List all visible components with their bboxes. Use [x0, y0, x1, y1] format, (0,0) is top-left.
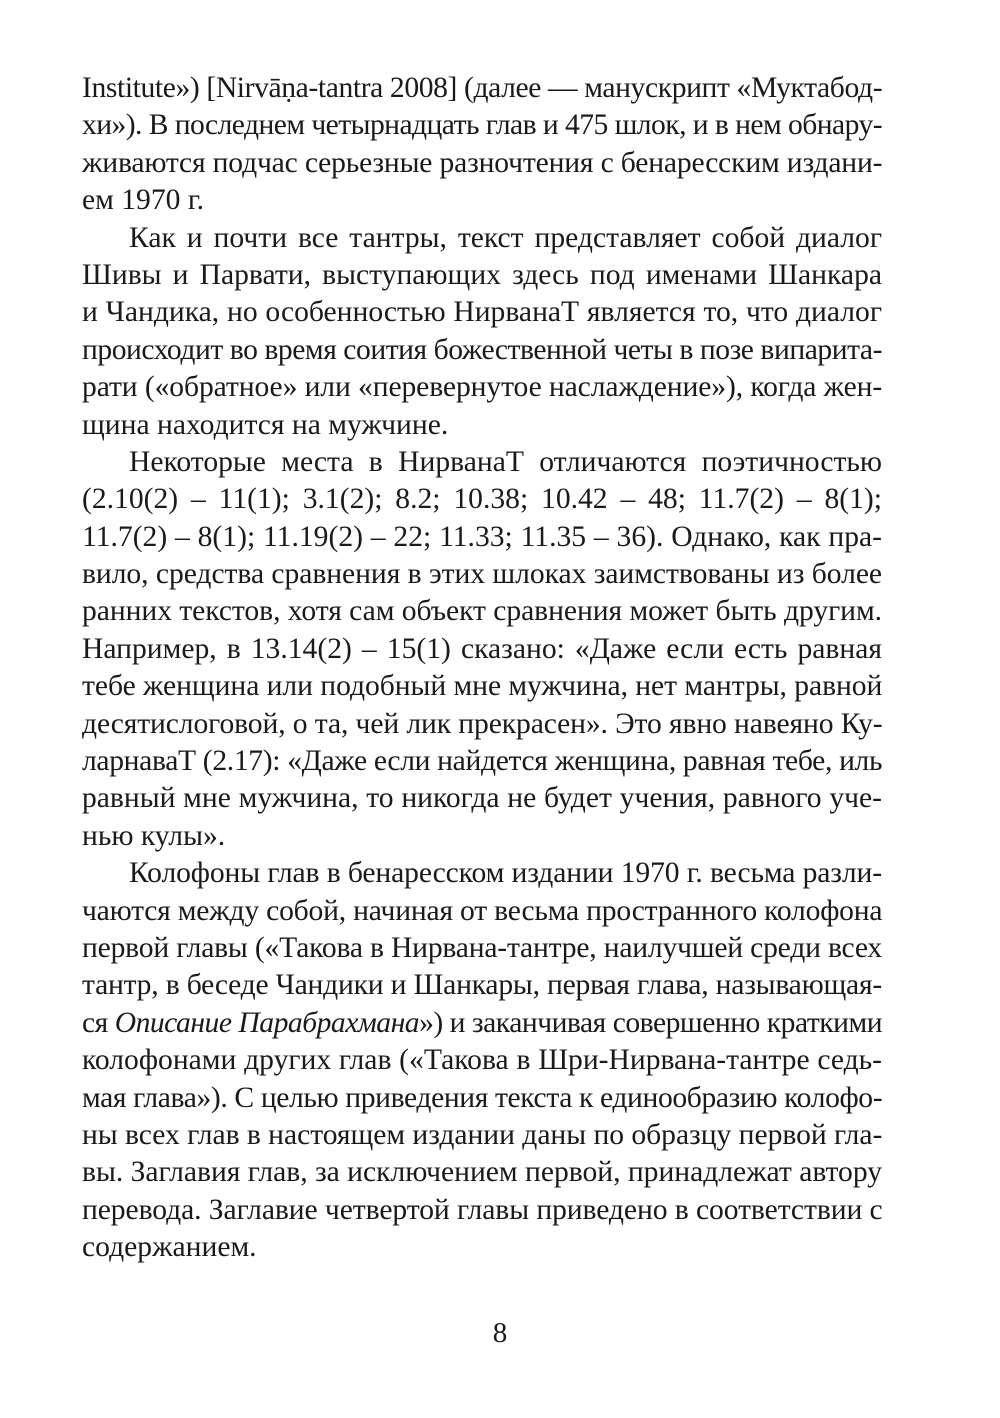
text-line: десятислоговой, о та, чей лик прекрасен». Это явно навеяно Ку- [82, 707, 883, 740]
text-line: и Чандика, но особенностью НирванаТ является то, что диалог [82, 296, 882, 329]
text-line: вило, средства сравнения в этих шлоках заимствованы из более [82, 558, 882, 591]
text-line: ранних текстов, хотя сам объект сравнения может быть другим. [82, 595, 882, 628]
text-line: равный мне мужчина, то никогда не будет учения, равного уче- [82, 782, 882, 815]
text-line: щина находится на мужчине. [82, 408, 449, 441]
italic-title: Описание Парабрахмана [114, 1006, 420, 1039]
page-number: 8 [492, 1317, 508, 1349]
text-line: живаются подчас серьезные разночтения с бенаресским издани- [82, 146, 883, 179]
text-line: (2.10(2) – 11(1); 3.1(2); 8.2; 10.38; 10.42 – 48; 11.7(2) – 8(1); [82, 483, 882, 516]
text-line: первой главы («Такова в Нирвана-тантре, наилучшей среди всех [82, 931, 882, 964]
text-line: ем 1970 г. [82, 184, 205, 217]
text-line: чаются между собой, начиная от весьма пространного колофона [82, 894, 883, 927]
text-line: Как и почти все тантры, текст представляет собой диалог [129, 221, 882, 254]
text-line: тебе женщина или подобный мне мужчина, нет мантры, равной [82, 670, 883, 703]
text-line: хи»). В последнем четырнадцать глав и 475 шлок, и в нем обнару- [82, 109, 882, 142]
text-line: ны всех глав в настоящем издании даны по образцу первой гла- [82, 1118, 883, 1151]
paragraph [82, 70, 882, 220]
text-line: Колофоны глав в бенаресском издании 1970 г. весьма разли- [129, 857, 883, 890]
text-line: вы. Заглавия глав, за исключением первой, принадлежат автору [82, 1156, 882, 1189]
text-line: мая глава»). С целью приведения текста к единообразию колофо- [82, 1081, 883, 1114]
text-line: Например, в 13.14(2) – 15(1) сказано: «Даже если есть равная [82, 632, 882, 665]
paragraph [82, 220, 882, 444]
text-fragment: ся [82, 1006, 115, 1039]
text-line: 11.7(2) – 8(1); 11.19(2) – 22; 11.33; 11.35 – 36). Однако, как пра- [82, 520, 882, 553]
text-line: Institute») [Nirvāṇa-tantra 2008] (далее — манускрипт «Муктабод- [82, 72, 883, 104]
text-line: нью кулы». [82, 819, 226, 852]
text-line: рати («обратное» или «перевернутое наслаждение»), когда жен- [82, 371, 883, 404]
text-line [82, 1005, 882, 1042]
text-line: содержанием. [82, 1231, 257, 1264]
paragraph [82, 444, 882, 855]
text-fragment: ») и заканчивая совершенно краткими [419, 1006, 883, 1039]
text-line: происходит во время соития божественной четы в позе випарита- [82, 333, 882, 366]
body-text [82, 70, 882, 1267]
paragraph [82, 855, 882, 1266]
text-line: колофонами других глав («Такова в Шри-Нирвана-тантре седь- [82, 1044, 882, 1077]
text-line: ларнаваТ (2.17): «Даже если найдется женщина, равная тебе, иль [82, 745, 883, 778]
text-line: перевода. Заглавие четвертой главы приведено в соответствии с [82, 1193, 883, 1226]
text-line: Шивы и Парвати, выступающих здесь под именами Шанкара [82, 258, 882, 291]
text-line: Некоторые места в НирванаТ отличаются поэтичностью [129, 445, 882, 478]
text-line: тантр, в беседе Чандики и Шанкары, первая глава, называющая- [82, 969, 882, 1002]
